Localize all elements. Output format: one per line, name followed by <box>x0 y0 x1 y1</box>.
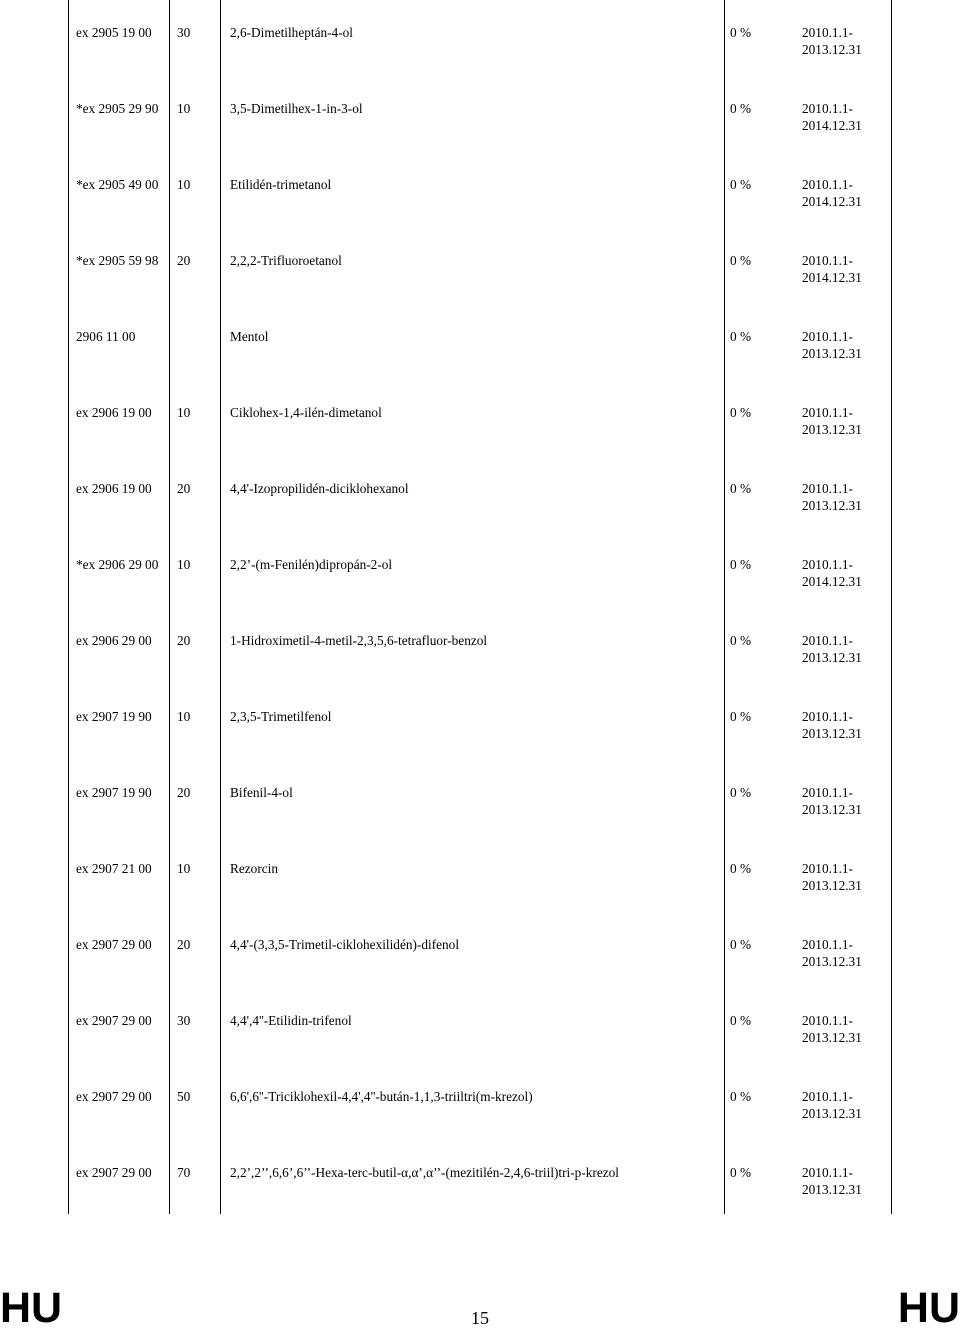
table-row <box>69 404 891 480</box>
validity-start: 2010.1.1- <box>802 25 853 40</box>
validity-start: 2010.1.1- <box>802 1165 853 1180</box>
validity-period <box>802 784 890 818</box>
cn-code: ex 2906 19 00 <box>76 481 152 496</box>
validity-end: 2013.12.31 <box>802 878 862 893</box>
table-row <box>69 252 891 328</box>
taric-subdivision: 10 <box>177 177 191 192</box>
validity-start: 2010.1.1- <box>802 785 853 800</box>
validity-start: 2010.1.1- <box>802 329 853 344</box>
validity-end: 2014.12.31 <box>802 194 862 209</box>
taric-subdivision: 20 <box>177 253 191 268</box>
taric-subdivision: 30 <box>177 1013 191 1028</box>
taric-subdivision: 50 <box>177 1089 191 1104</box>
taric-subdivision: 30 <box>177 25 191 40</box>
table-row <box>69 860 891 936</box>
duty-rate: 0 % <box>730 633 752 648</box>
product-description: 6,6',6''-Triciklohexil-4,4',4''-bután-1,1,3-triiltri(m-krezol) <box>230 1089 533 1104</box>
validity-period <box>802 100 890 134</box>
duty-rate: 0 % <box>730 481 752 496</box>
validity-start: 2010.1.1- <box>802 861 853 876</box>
duty-rate: 0 % <box>730 253 752 268</box>
validity-period <box>802 480 890 514</box>
duty-rate: 0 % <box>730 1013 752 1028</box>
taric-subdivision: 20 <box>177 785 191 800</box>
table-row <box>69 24 891 100</box>
validity-end: 2013.12.31 <box>802 954 862 969</box>
duty-rate: 0 % <box>730 329 752 344</box>
product-description: 2,3,5-Trimetilfenol <box>230 709 332 724</box>
table-row <box>69 1164 891 1240</box>
validity-end: 2013.12.31 <box>802 650 862 665</box>
cn-code: 2906 11 00 <box>76 329 136 344</box>
taric-subdivision: 20 <box>177 481 191 496</box>
validity-end: 2013.12.31 <box>802 726 862 741</box>
tariff-table <box>68 0 892 1214</box>
product-description: 3,5-Dimetilhex-1-in-3-ol <box>230 101 363 116</box>
validity-end: 2013.12.31 <box>802 1106 862 1121</box>
validity-period <box>802 176 890 210</box>
validity-start: 2010.1.1- <box>802 557 853 572</box>
validity-end: 2013.12.31 <box>802 42 862 57</box>
table-row <box>69 1012 891 1088</box>
validity-start: 2010.1.1- <box>802 1013 853 1028</box>
duty-rate: 0 % <box>730 101 752 116</box>
validity-end: 2013.12.31 <box>802 422 862 437</box>
duty-rate: 0 % <box>730 1165 752 1180</box>
table-row <box>69 784 891 860</box>
cn-code: ex 2907 19 90 <box>76 785 152 800</box>
language-tag-left: HU <box>0 1284 63 1332</box>
product-description: 1-Hidroximetil-4-metil-2,3,5,6-tetrafluor-benzol <box>230 633 488 648</box>
taric-subdivision: 10 <box>177 861 191 876</box>
product-description: 2,2’-(m-Fenilén)dipropán-2-ol <box>230 557 393 572</box>
cn-code: ex 2907 19 90 <box>76 709 152 724</box>
validity-period <box>802 632 890 666</box>
validity-start: 2010.1.1- <box>802 405 853 420</box>
validity-start: 2010.1.1- <box>802 633 853 648</box>
validity-end: 2014.12.31 <box>802 574 862 589</box>
taric-subdivision: 20 <box>177 633 191 648</box>
table-row <box>69 1088 891 1164</box>
taric-subdivision: 10 <box>177 557 191 572</box>
taric-subdivision: 10 <box>177 405 191 420</box>
validity-start: 2010.1.1- <box>802 1089 853 1104</box>
validity-end: 2014.12.31 <box>802 270 862 285</box>
validity-period <box>802 1088 890 1122</box>
cn-code: ex 2907 29 00 <box>76 937 152 952</box>
duty-rate: 0 % <box>730 937 752 952</box>
validity-start: 2010.1.1- <box>802 101 853 116</box>
product-description: Bifenil-4-ol <box>230 785 293 800</box>
validity-period <box>802 936 890 970</box>
product-description: 2,2’,2’’,6,6’,6’’-Hexa-terc-butil-α,α’,α’’-(mezitilén-2,4,6-triil)tri-p-krezol <box>230 1165 619 1180</box>
language-tag-right: HU <box>897 1284 960 1332</box>
cn-code: *ex 2905 29 90 <box>76 101 159 116</box>
page-number: 15 <box>471 1308 489 1328</box>
product-description: Rezorcin <box>230 861 278 876</box>
table-row <box>69 100 891 176</box>
cn-code: ex 2907 29 00 <box>76 1089 152 1104</box>
validity-end: 2013.12.31 <box>802 802 862 817</box>
duty-rate: 0 % <box>730 785 752 800</box>
validity-end: 2013.12.31 <box>802 1182 862 1197</box>
cn-code: ex 2906 19 00 <box>76 405 152 420</box>
taric-subdivision: 70 <box>177 1165 191 1180</box>
cn-code: *ex 2905 49 00 <box>76 177 159 192</box>
validity-period <box>802 328 890 362</box>
product-description: 4,4'-(3,3,5-Trimetil-ciklohexilidén)-difenol <box>230 937 460 952</box>
duty-rate: 0 % <box>730 1089 752 1104</box>
product-description: 2,6-Dimetilheptán-4-ol <box>230 25 353 40</box>
validity-end: 2013.12.31 <box>802 1030 862 1045</box>
product-description: Etilidén-trimetanol <box>230 177 332 192</box>
cn-code: *ex 2905 59 98 <box>76 253 159 268</box>
validity-period <box>802 1164 890 1198</box>
duty-rate: 0 % <box>730 177 752 192</box>
cn-code: ex 2907 29 00 <box>76 1165 152 1180</box>
validity-end: 2013.12.31 <box>802 346 862 361</box>
product-description: Ciklohex-1,4-ilén-dimetanol <box>230 405 382 420</box>
validity-start: 2010.1.1- <box>802 177 853 192</box>
product-description: 4,4'-Izopropilidén-diciklohexanol <box>230 481 409 496</box>
validity-period <box>802 24 890 58</box>
cn-code: ex 2907 29 00 <box>76 1013 152 1028</box>
validity-period <box>802 252 890 286</box>
product-description: Mentol <box>230 329 269 344</box>
duty-rate: 0 % <box>730 405 752 420</box>
table-row <box>69 480 891 556</box>
table-row <box>69 176 891 252</box>
validity-start: 2010.1.1- <box>802 253 853 268</box>
table-row <box>69 632 891 708</box>
cn-code: ex 2906 29 00 <box>76 633 152 648</box>
cn-code: *ex 2906 29 00 <box>76 557 159 572</box>
validity-start: 2010.1.1- <box>802 481 853 496</box>
product-description: 4,4',4''-Etilidin-trifenol <box>230 1013 352 1028</box>
validity-end: 2014.12.31 <box>802 118 862 133</box>
validity-period <box>802 1012 890 1046</box>
validity-start: 2010.1.1- <box>802 937 853 952</box>
table-row <box>69 708 891 784</box>
validity-end: 2013.12.31 <box>802 498 862 513</box>
validity-start: 2010.1.1- <box>802 709 853 724</box>
taric-subdivision: 20 <box>177 937 191 952</box>
validity-period <box>802 708 890 742</box>
duty-rate: 0 % <box>730 861 752 876</box>
table-row <box>69 556 891 632</box>
cn-code: ex 2907 21 00 <box>76 861 152 876</box>
duty-rate: 0 % <box>730 557 752 572</box>
taric-subdivision: 10 <box>177 709 191 724</box>
validity-period <box>802 404 890 438</box>
duty-rate: 0 % <box>730 25 752 40</box>
validity-period <box>802 556 890 590</box>
table-row <box>69 328 891 404</box>
duty-rate: 0 % <box>730 709 752 724</box>
product-description: 2,2,2-Trifluoroetanol <box>230 253 342 268</box>
taric-subdivision: 10 <box>177 101 191 116</box>
validity-period <box>802 860 890 894</box>
cn-code: ex 2905 19 00 <box>76 25 152 40</box>
table-row <box>69 936 891 1012</box>
